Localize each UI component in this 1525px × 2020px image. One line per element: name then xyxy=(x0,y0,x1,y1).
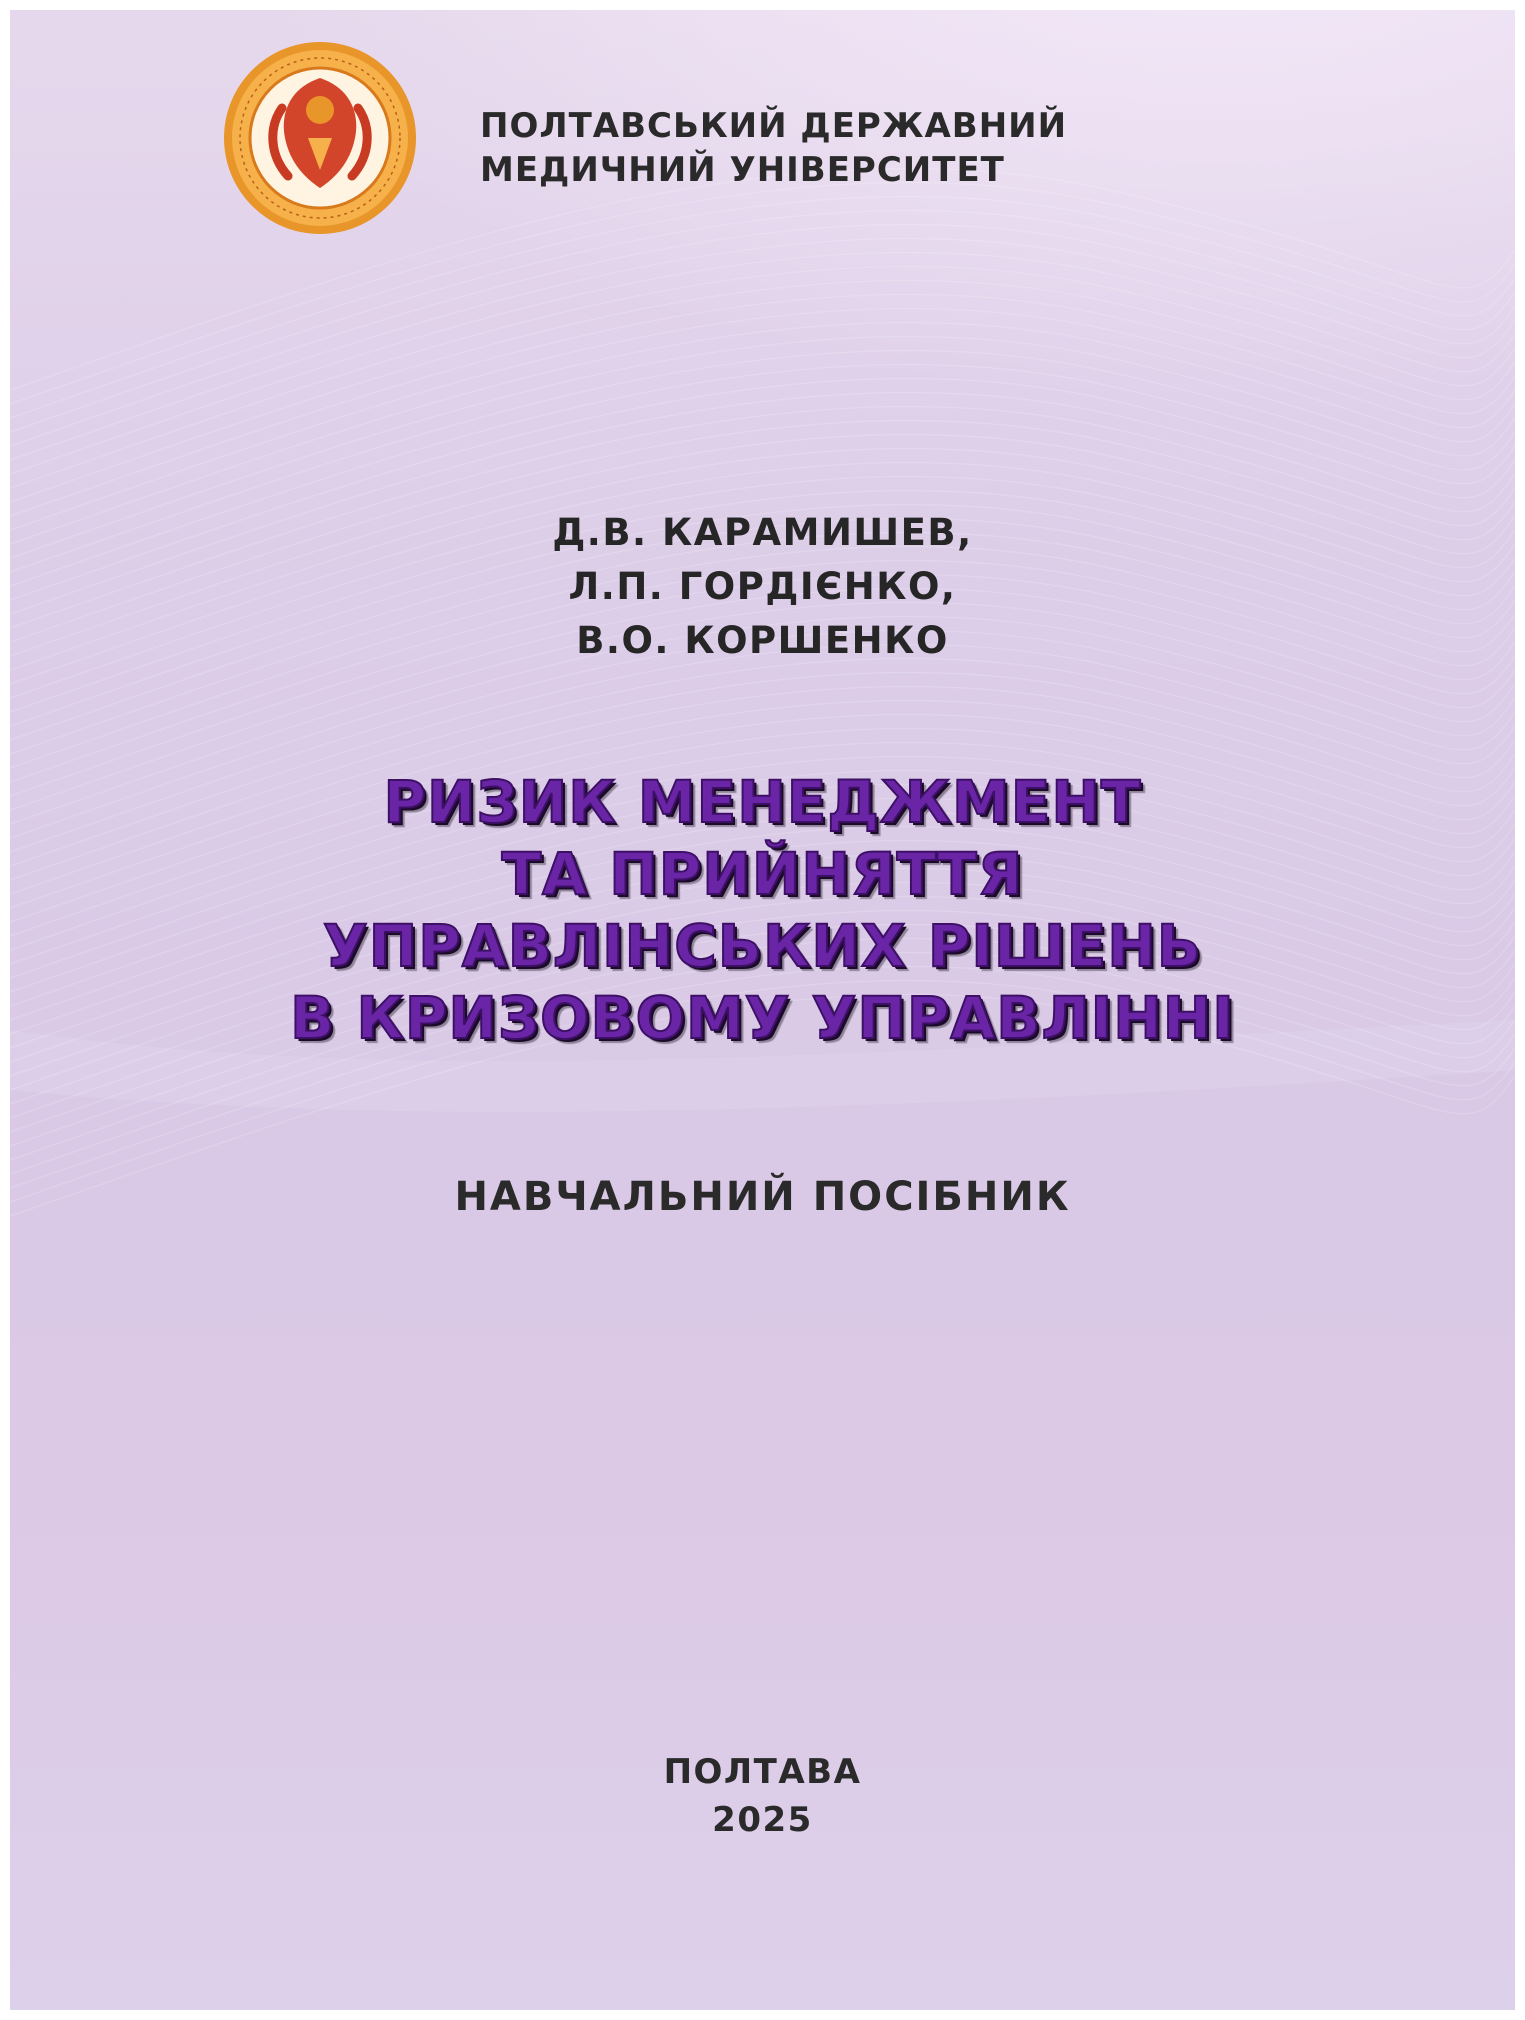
book-title-line-4: В КРИЗОВОМУ УПРАВЛІННІ xyxy=(290,984,1235,1052)
university-name xyxy=(480,104,1067,192)
university-name-line-1: ПОЛТАВСЬКИЙ ДЕРЖАВНИЙ xyxy=(480,106,1068,146)
book-subtitle: НАВЧАЛЬНИЙ ПОСІБНИК xyxy=(454,1174,1071,1220)
authors xyxy=(10,506,1515,668)
book-cover xyxy=(10,10,1515,2010)
book-title-line-2: ТА ПРИЙНЯТТЯ xyxy=(501,840,1024,908)
imprint xyxy=(10,1748,1515,1844)
author-1: Д.В. КАРАМИШЕВ, xyxy=(552,511,973,554)
university-emblem-icon xyxy=(220,38,420,238)
book-title-line-3: УПРАВЛІНСЬКИХ РІШЕНЬ xyxy=(323,912,1202,980)
author-3: В.О. КОРШЕНКО xyxy=(576,619,949,662)
book-title xyxy=(10,766,1515,1054)
university-name-line-2: МЕДИЧНИЙ УНІВЕРСИТЕТ xyxy=(480,150,1005,190)
book-title-line-1: РИЗИК МЕНЕДЖМЕНТ xyxy=(383,768,1142,836)
imprint-year: 2025 xyxy=(712,1800,813,1840)
imprint-city: ПОЛТАВА xyxy=(663,1752,862,1792)
author-2: Л.П. ГОРДІЄНКО, xyxy=(568,565,957,608)
